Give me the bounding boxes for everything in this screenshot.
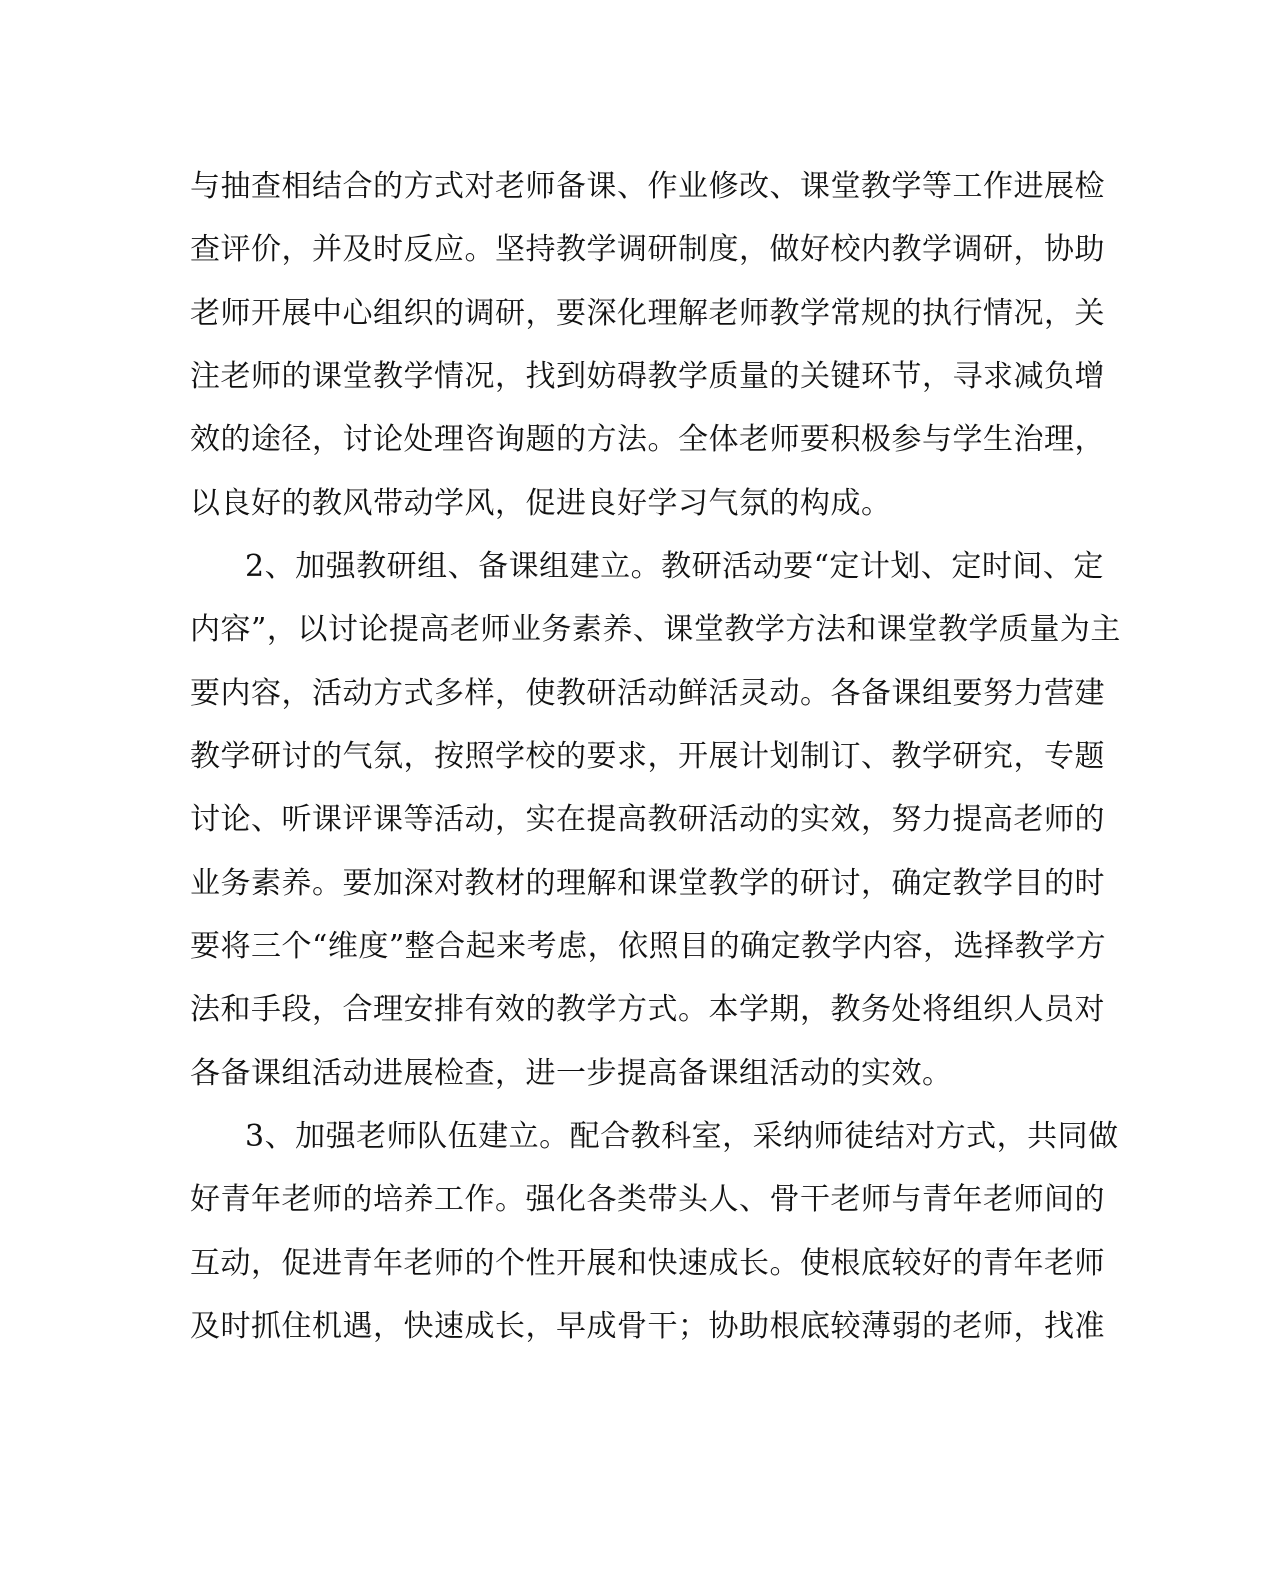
- text-line: 与抽查相结合的方式对老师备课、作业修改、课堂教学等工作进展检: [190, 169, 1105, 204]
- text-line: 要内容，活动方式多样，使教研活动鲜活灵动。各备课组要努力营建: [190, 676, 1105, 711]
- text-line: 及时抓住机遇，快速成长，早成骨干；协助根底较薄弱的老师，找准: [190, 1309, 1105, 1344]
- text-line: 法和手段，合理安排有效的教学方式。本学期，教务处将组织人员对: [190, 992, 1105, 1027]
- text-line: 教学研讨的气氛，按照学校的要求，开展计划制订、教学研究，专题: [190, 739, 1105, 774]
- text-line: 查评价，并及时反应。坚持教学调研制度，做好校内教学调研，协助: [190, 232, 1105, 267]
- text-line: 内容”，以讨论提高老师业务素养、课堂教学方法和课堂教学质量为主: [190, 612, 1121, 647]
- text-line: 讨论、听课评课等活动，实在提高教研活动的实效，努力提高老师的: [190, 802, 1105, 837]
- paragraph-first-line: 3、加强老师队伍建立。配合教科室，采纳师徒结对方式，共同做: [245, 1119, 1119, 1154]
- text-line: 要将三个“维度”整合起来考虑，依照目的确定教学内容，选择教学方: [190, 929, 1107, 964]
- paragraph-first-line: 2、加强教研组、备课组建立。教研活动要“定计划、定时间、定: [245, 549, 1104, 584]
- text-line: 效的途径，讨论处理咨询题的方法。全体老师要积极参与学生治理，: [190, 422, 1105, 457]
- text-line: 各备课组活动进展检查，进一步提高备课组活动的实效。: [190, 1056, 953, 1091]
- text-line: 好青年老师的培养工作。强化各类带头人、骨干老师与青年老师间的: [190, 1182, 1105, 1217]
- text-line: 老师开展中心组织的调研，要深化理解老师教学常规的执行情况，关: [190, 296, 1105, 331]
- text-line: 互动，促进青年老师的个性开展和快速成长。使根底较好的青年老师: [190, 1246, 1105, 1281]
- text-line: 以良好的教风带动学风，促进良好学习气氛的构成。: [190, 486, 892, 521]
- text-line: 注老师的课堂教学情况，找到妨碍教学质量的关键环节，寻求减负增: [190, 359, 1105, 394]
- text-line: 业务素养。要加深对教材的理解和课堂教学的研讨，确定教学目的时: [190, 866, 1105, 901]
